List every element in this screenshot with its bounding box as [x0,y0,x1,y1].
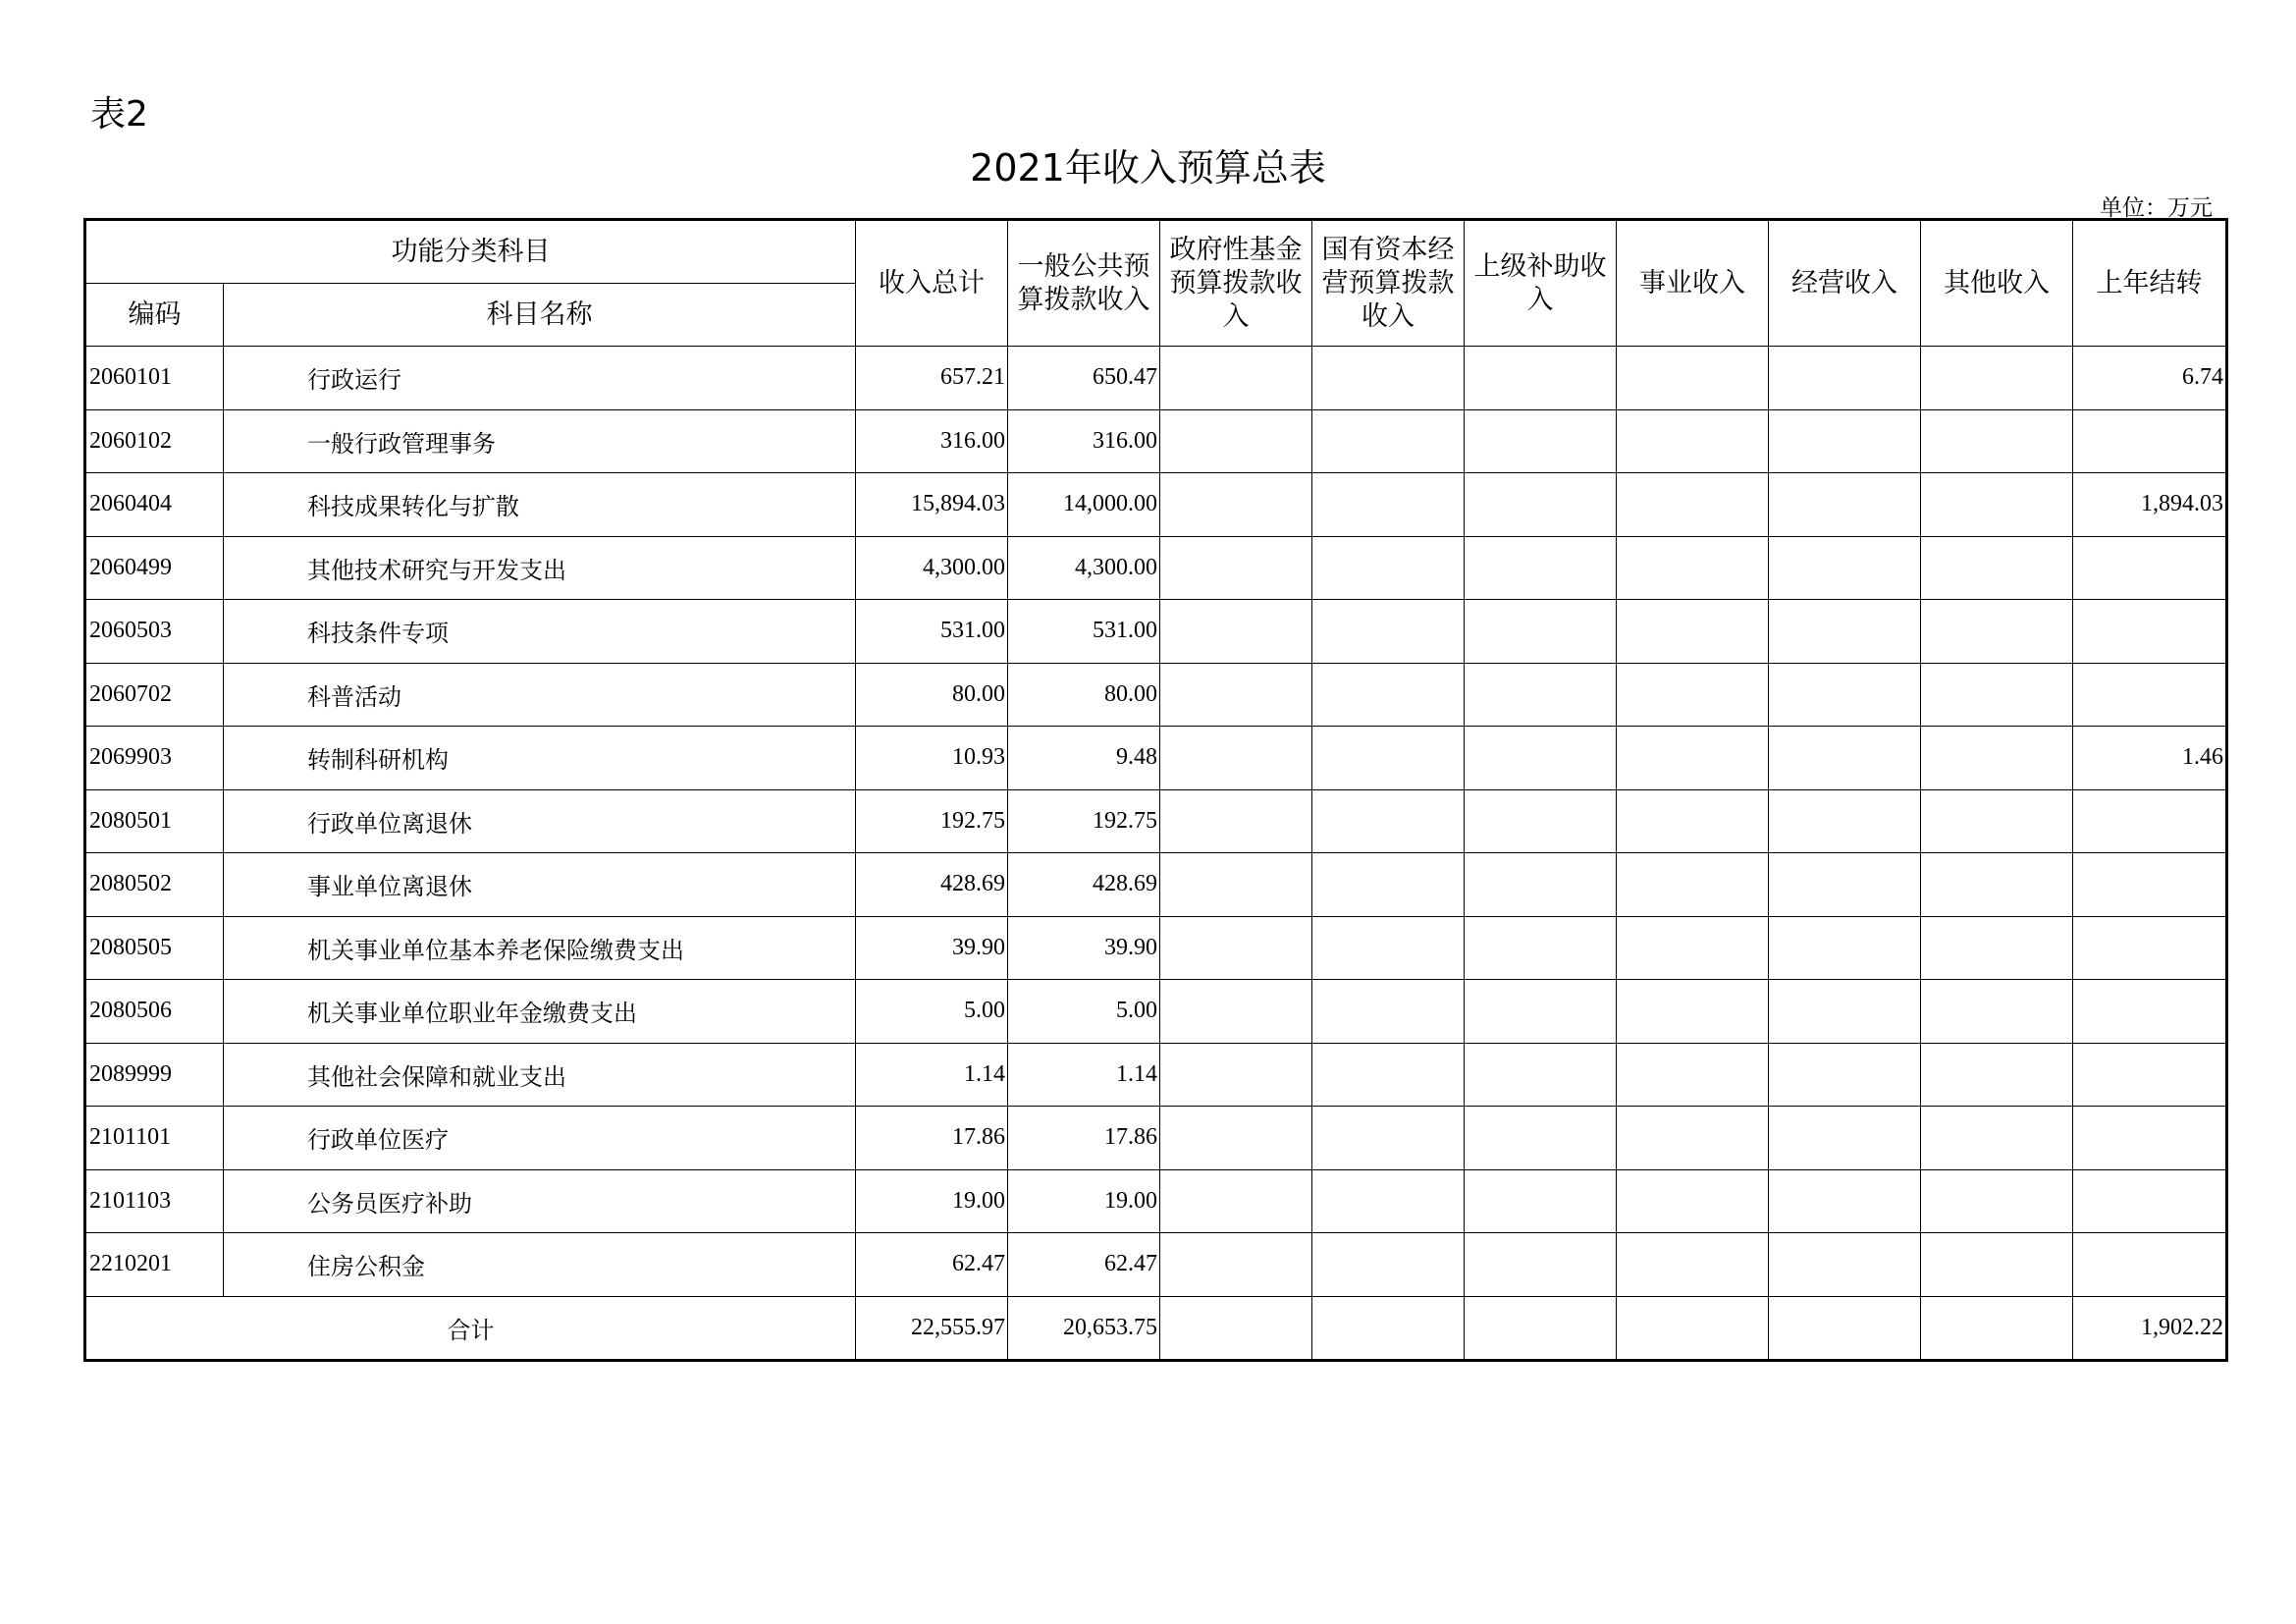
operating-income [1769,1169,1921,1233]
fund-budget-income [1160,409,1312,473]
carryover-amount [2073,663,2227,727]
other-income [1921,347,2073,410]
superior-subsidy-income [1465,789,1617,853]
other-income [1921,600,2073,664]
other-income [1921,409,2073,473]
item-code: 2101103 [85,1169,224,1233]
table-row [85,663,2227,727]
total-income: 192.75 [856,789,1008,853]
header-code: 编码 [85,284,224,347]
other-income [1921,663,2073,727]
business-income [1617,536,1769,600]
business-income [1617,916,1769,980]
table-row [85,347,2227,410]
fund-budget-income [1160,1043,1312,1107]
operating-income [1769,663,1921,727]
income-budget-table [83,218,2228,1362]
header-operating-income: 经营收入 [1769,220,1921,347]
general-budget-income: 17.86 [1008,1107,1160,1170]
superior-subsidy-income [1465,536,1617,600]
operating-income [1769,789,1921,853]
other-income [1921,853,2073,917]
carryover-amount [2073,789,2227,853]
operating-income [1769,536,1921,600]
total-income: 10.93 [856,727,1008,790]
business-income [1617,663,1769,727]
superior-subsidy-income [1465,1233,1617,1297]
table-row [85,1043,2227,1107]
general-budget-income: 19.00 [1008,1169,1160,1233]
carryover-amount [2073,409,2227,473]
business-income [1617,409,1769,473]
general-budget-income: 428.69 [1008,853,1160,917]
other-income [1921,727,2073,790]
business-income [1617,727,1769,790]
superior-subsidy-income [1465,1107,1617,1170]
total-income: 531.00 [856,600,1008,664]
header-business-income: 事业收入 [1617,220,1769,347]
carryover-amount [2073,1233,2227,1297]
carryover-amount: 1,894.03 [2073,473,2227,537]
header-state-capital-budget: 国有资本经营预算拨款收入 [1312,220,1465,347]
general-budget-income: 316.00 [1008,409,1160,473]
item-code: 2069903 [85,727,224,790]
general-budget-income: 5.00 [1008,980,1160,1044]
other-income [1921,1169,2073,1233]
general-budget-income: 39.90 [1008,916,1160,980]
state-capital-income [1312,347,1465,410]
item-name: 行政单位医疗 [224,1107,856,1170]
item-name: 住房公积金 [224,1233,856,1297]
carryover-amount [2073,1169,2227,1233]
general-budget-income: 14,000.00 [1008,473,1160,537]
carryover-amount [2073,1043,2227,1107]
state-capital-income [1312,536,1465,600]
state-capital-income [1312,409,1465,473]
operating-income-sum [1769,1296,1921,1361]
table-row [85,789,2227,853]
superior-subsidy-income [1465,409,1617,473]
table-row [85,727,2227,790]
business-income [1617,600,1769,664]
total-income: 316.00 [856,409,1008,473]
fund-budget-income [1160,1169,1312,1233]
item-code: 2060499 [85,536,224,600]
fund-budget-income [1160,727,1312,790]
superior-subsidy-income [1465,1169,1617,1233]
operating-income [1769,853,1921,917]
other-income [1921,916,2073,980]
item-name: 公务员医疗补助 [224,1169,856,1233]
item-name: 科普活动 [224,663,856,727]
fund-budget-income [1160,347,1312,410]
carryover-amount [2073,853,2227,917]
item-name: 科技条件专项 [224,600,856,664]
state-capital-sum [1312,1296,1465,1361]
operating-income [1769,409,1921,473]
total-row [85,1296,2227,1361]
fund-budget-income [1160,789,1312,853]
fund-budget-income [1160,1233,1312,1297]
general-budget-income: 192.75 [1008,789,1160,853]
other-income [1921,536,2073,600]
fund-budget-income [1160,853,1312,917]
header-function-category: 功能分类科目 [85,220,856,284]
other-income [1921,473,2073,537]
header-superior-subsidy: 上级补助收入 [1465,220,1617,347]
general-budget-income: 531.00 [1008,600,1160,664]
operating-income [1769,347,1921,410]
item-code: 2089999 [85,1043,224,1107]
table-row [85,916,2227,980]
business-income [1617,1043,1769,1107]
operating-income [1769,600,1921,664]
table-number-label: 表2 [90,94,148,135]
total-income: 15,894.03 [856,473,1008,537]
superior-subsidy-income [1465,347,1617,410]
general-budget-income: 1.14 [1008,1043,1160,1107]
header-fund-budget: 政府性基金预算拨款收入 [1160,220,1312,347]
fund-budget-income [1160,1107,1312,1170]
unit-label: 单位：万元 [2100,195,2213,221]
table-row [85,1233,2227,1297]
total-income: 80.00 [856,663,1008,727]
fund-budget-income [1160,980,1312,1044]
item-code: 2080501 [85,789,224,853]
header-total-income: 收入总计 [856,220,1008,347]
table-row [85,1107,2227,1170]
carryover-amount: 6.74 [2073,347,2227,410]
other-income [1921,789,2073,853]
total-income: 39.90 [856,916,1008,980]
carryover-amount [2073,536,2227,600]
operating-income [1769,473,1921,537]
item-name: 行政单位离退休 [224,789,856,853]
total-income-sum: 22,555.97 [856,1296,1008,1361]
item-name: 科技成果转化与扩散 [224,473,856,537]
state-capital-income [1312,789,1465,853]
operating-income [1769,1043,1921,1107]
business-income [1617,473,1769,537]
general-budget-income: 4,300.00 [1008,536,1160,600]
fund-budget-income [1160,536,1312,600]
carryover-amount [2073,980,2227,1044]
fund-budget-income [1160,916,1312,980]
state-capital-income [1312,1169,1465,1233]
item-name: 机关事业单位基本养老保险缴费支出 [224,916,856,980]
total-income: 4,300.00 [856,536,1008,600]
table-row [85,853,2227,917]
total-label: 合计 [85,1296,856,1361]
business-income [1617,789,1769,853]
superior-subsidy-income [1465,1043,1617,1107]
general-budget-sum: 20,653.75 [1008,1296,1160,1361]
carryover-amount: 1.46 [2073,727,2227,790]
item-code: 2060503 [85,600,224,664]
other-income [1921,980,2073,1044]
item-code: 2080502 [85,853,224,917]
superior-subsidy-sum [1465,1296,1617,1361]
item-code: 2060702 [85,663,224,727]
total-income: 62.47 [856,1233,1008,1297]
total-income: 657.21 [856,347,1008,410]
carryover-sum: 1,902.22 [2073,1296,2227,1361]
item-name: 行政运行 [224,347,856,410]
table-row [85,1169,2227,1233]
carryover-amount [2073,1107,2227,1170]
superior-subsidy-income [1465,853,1617,917]
item-code: 2210201 [85,1233,224,1297]
table-row [85,409,2227,473]
other-income [1921,1107,2073,1170]
superior-subsidy-income [1465,663,1617,727]
header-other-income: 其他收入 [1921,220,2073,347]
business-income-sum [1617,1296,1769,1361]
business-income [1617,1107,1769,1170]
superior-subsidy-income [1465,916,1617,980]
general-budget-income: 62.47 [1008,1233,1160,1297]
fund-budget-income [1160,663,1312,727]
header-item-name: 科目名称 [224,284,856,347]
state-capital-income [1312,600,1465,664]
header-carryover: 上年结转 [2073,220,2227,347]
carryover-amount [2073,600,2227,664]
total-income: 428.69 [856,853,1008,917]
superior-subsidy-income [1465,727,1617,790]
operating-income [1769,980,1921,1044]
business-income [1617,853,1769,917]
table-row [85,600,2227,664]
table-row [85,473,2227,537]
state-capital-income [1312,473,1465,537]
state-capital-income [1312,1043,1465,1107]
other-income [1921,1043,2073,1107]
state-capital-income [1312,853,1465,917]
other-income [1921,1233,2073,1297]
general-budget-income: 9.48 [1008,727,1160,790]
item-code: 2060101 [85,347,224,410]
item-code: 2060102 [85,409,224,473]
superior-subsidy-income [1465,600,1617,664]
total-income: 1.14 [856,1043,1008,1107]
operating-income [1769,727,1921,790]
fund-budget-sum [1160,1296,1312,1361]
state-capital-income [1312,663,1465,727]
table-row [85,980,2227,1044]
state-capital-income [1312,1107,1465,1170]
business-income [1617,1169,1769,1233]
item-code: 2101101 [85,1107,224,1170]
item-code: 2080505 [85,916,224,980]
superior-subsidy-income [1465,473,1617,537]
item-code: 2080506 [85,980,224,1044]
page-title: 2021年收入预算总表 [970,146,1326,189]
state-capital-income [1312,1233,1465,1297]
state-capital-income [1312,727,1465,790]
superior-subsidy-income [1465,980,1617,1044]
operating-income [1769,1107,1921,1170]
header-general-budget: 一般公共预算拨款收入 [1008,220,1160,347]
total-income: 19.00 [856,1169,1008,1233]
operating-income [1769,1233,1921,1297]
state-capital-income [1312,980,1465,1044]
table-row [85,536,2227,600]
other-income-sum [1921,1296,2073,1361]
item-name: 其他技术研究与开发支出 [224,536,856,600]
business-income [1617,347,1769,410]
total-income: 5.00 [856,980,1008,1044]
carryover-amount [2073,916,2227,980]
general-budget-income: 650.47 [1008,347,1160,410]
business-income [1617,980,1769,1044]
item-name: 一般行政管理事务 [224,409,856,473]
item-name: 转制科研机构 [224,727,856,790]
item-name: 其他社会保障和就业支出 [224,1043,856,1107]
total-income: 17.86 [856,1107,1008,1170]
business-income [1617,1233,1769,1297]
state-capital-income [1312,916,1465,980]
general-budget-income: 80.00 [1008,663,1160,727]
fund-budget-income [1160,473,1312,537]
operating-income [1769,916,1921,980]
item-name: 机关事业单位职业年金缴费支出 [224,980,856,1044]
fund-budget-income [1160,600,1312,664]
item-name: 事业单位离退休 [224,853,856,917]
item-code: 2060404 [85,473,224,537]
